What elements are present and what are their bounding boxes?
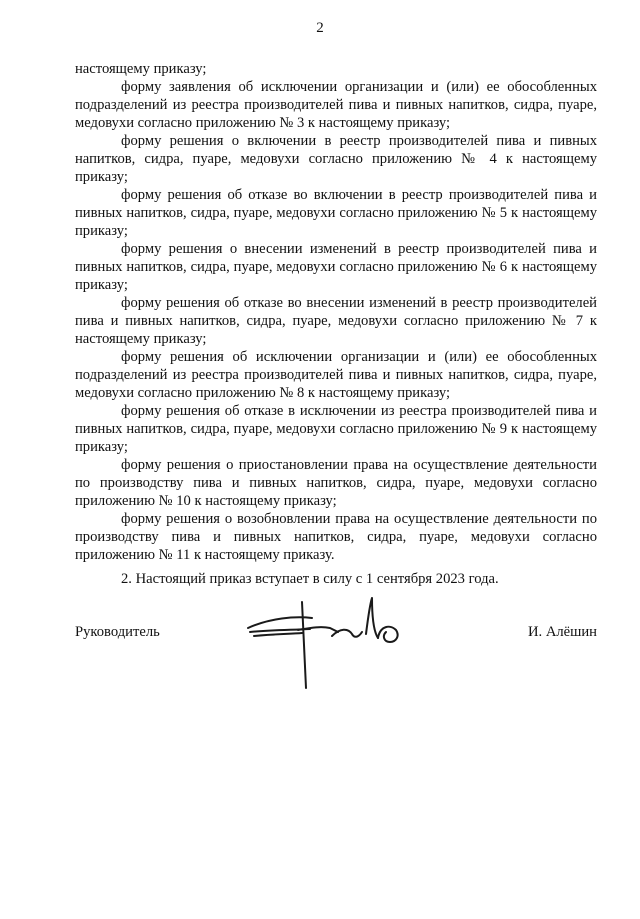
paragraph: форму решения о возобновлении права на осуществление деятельности по производству пива и пивных напитков, сидра, пуаре, медовухи согласно приложению № 11 к настоящему приказу. xyxy=(75,511,597,563)
paragraph: форму заявления об исключении организации и (или) ее обособленных подразделений из реестра производителей пива и пивных напитков, сидра, пуаре, медовухи согласно приложению № 3 к настоящему приказу; xyxy=(75,79,597,131)
signatory-title: Руководитель xyxy=(75,624,160,640)
paragraph: форму решения о приостановлении права на осуществление деятельности по производству пива и пивных напитков, сидра, пуаре, медовухи согласно приложению № 10 к настоящему приказу; xyxy=(75,457,597,509)
signatory-name: И. Алёшин xyxy=(528,624,597,640)
paragraph: форму решения об отказе в исключении из реестра производителей пива и пивных напитков, сидра, пуаре, медовухи согласно приложению № 9 к настоящему приказу; xyxy=(75,403,597,455)
paragraph: настоящему приказу; xyxy=(75,61,207,77)
order-body xyxy=(75,60,597,588)
paragraph: форму решения об отказе во включении в реестр производителей пива и пивных напитков, сидра, пуаре, медовухи согласно приложению № 5 к настоящему приказу; xyxy=(75,187,597,239)
page-number: 2 xyxy=(316,20,324,36)
closing-clause: 2. Настоящий приказ вступает в силу с 1 сентября 2023 года. xyxy=(121,571,499,587)
handwritten-signature xyxy=(240,588,420,698)
paragraph: форму решения о включении в реестр производителей пива и пивных напитков, сидра, пуаре, медовухи согласно приложению № 4 к настоящему приказу; xyxy=(75,133,597,185)
paragraph: форму решения о внесении изменений в реестр производителей пива и пивных напитков, сидра, пуаре, медовухи согласно приложению № 6 к настоящему приказу; xyxy=(75,241,597,293)
paragraph: форму решения об исключении организации и (или) ее обособленных подразделений из реестра производителей пива и пивных напитков, сидра, пуаре, медовухи согласно приложению № 8 к настоящему приказу; xyxy=(75,349,597,401)
paragraph: форму решения об отказе во внесении изменений в реестр производителей пива и пивных напитков, сидра, пуаре, медовухи согласно приложению № 7 к настоящему приказу; xyxy=(75,295,597,347)
